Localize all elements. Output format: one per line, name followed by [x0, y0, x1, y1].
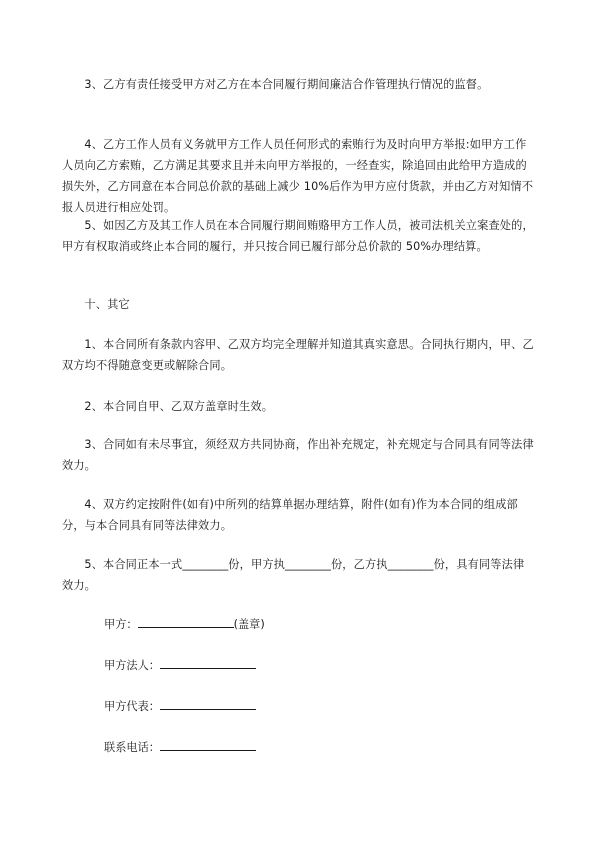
other-clause-4: 4、双方约定按附件(如有)中所列的结算单据办理结算，附件(如有)作为本合同的组成部分，与本合同具有同等法律效力。	[62, 498, 518, 532]
representative-blank[interactable]	[160, 697, 256, 710]
representative-line	[104, 697, 256, 716]
seal-note: (盖章)	[233, 618, 265, 631]
party-a-label: 甲方：	[104, 618, 138, 631]
clause-5: 5、如因乙方及其工作人员在本合同履行期间贿赂甲方工作人员，被司法机关立案查处的，甲方有权取消或终止本合同的履行，并只按合同已履行部分总价款的 50%办理结算。	[62, 219, 534, 253]
other-clause-3: 3、合同如有未尽事宜，须经双方共同协商，作出补充规定，补充规定与合同具有同等法律效力。	[62, 438, 534, 472]
other-clause-5: 5、本合同正本一式________份，甲方执________份，乙方执________份，具有同等法律效力。	[62, 558, 525, 592]
party-a-line	[104, 615, 265, 634]
phone-blank[interactable]	[160, 738, 256, 751]
legal-rep-line	[104, 656, 256, 675]
other-clause-1: 1、本合同所有条款内容甲、乙双方均完全理解并知道其真实意思。合同执行期内，甲、乙双方均不得随意变更或解除合同。	[62, 338, 534, 372]
representative-label: 甲方代表：	[104, 700, 160, 713]
phone-label: 联系电话：	[104, 741, 160, 754]
phone-line	[104, 738, 256, 757]
other-clause-2: 2、本合同自甲、乙双方盖章时生效。	[84, 400, 274, 413]
clause-3: 3、乙方有责任接受甲方对乙方在本合同履行期间廉洁合作管理执行情况的监督。	[84, 78, 489, 91]
party-a-blank[interactable]	[138, 615, 234, 628]
clause-4: 4、乙方工作人员有义务就甲方工作人员任何形式的索贿行为及时向甲方举报:如甲方工作人员向乙方索贿，乙方满足其要求且并未向甲方举报的，一经查实，除追回由此给甲方造成的损失外，乙方同意在本合同总价款的基础上减少 10%后作为甲方应付货款，并由乙方对知情不报人员进行相应处罚。	[62, 138, 534, 214]
section-title: 十、其它	[84, 298, 130, 311]
legal-rep-label: 甲方法人：	[104, 659, 160, 672]
legal-rep-blank[interactable]	[160, 656, 256, 669]
